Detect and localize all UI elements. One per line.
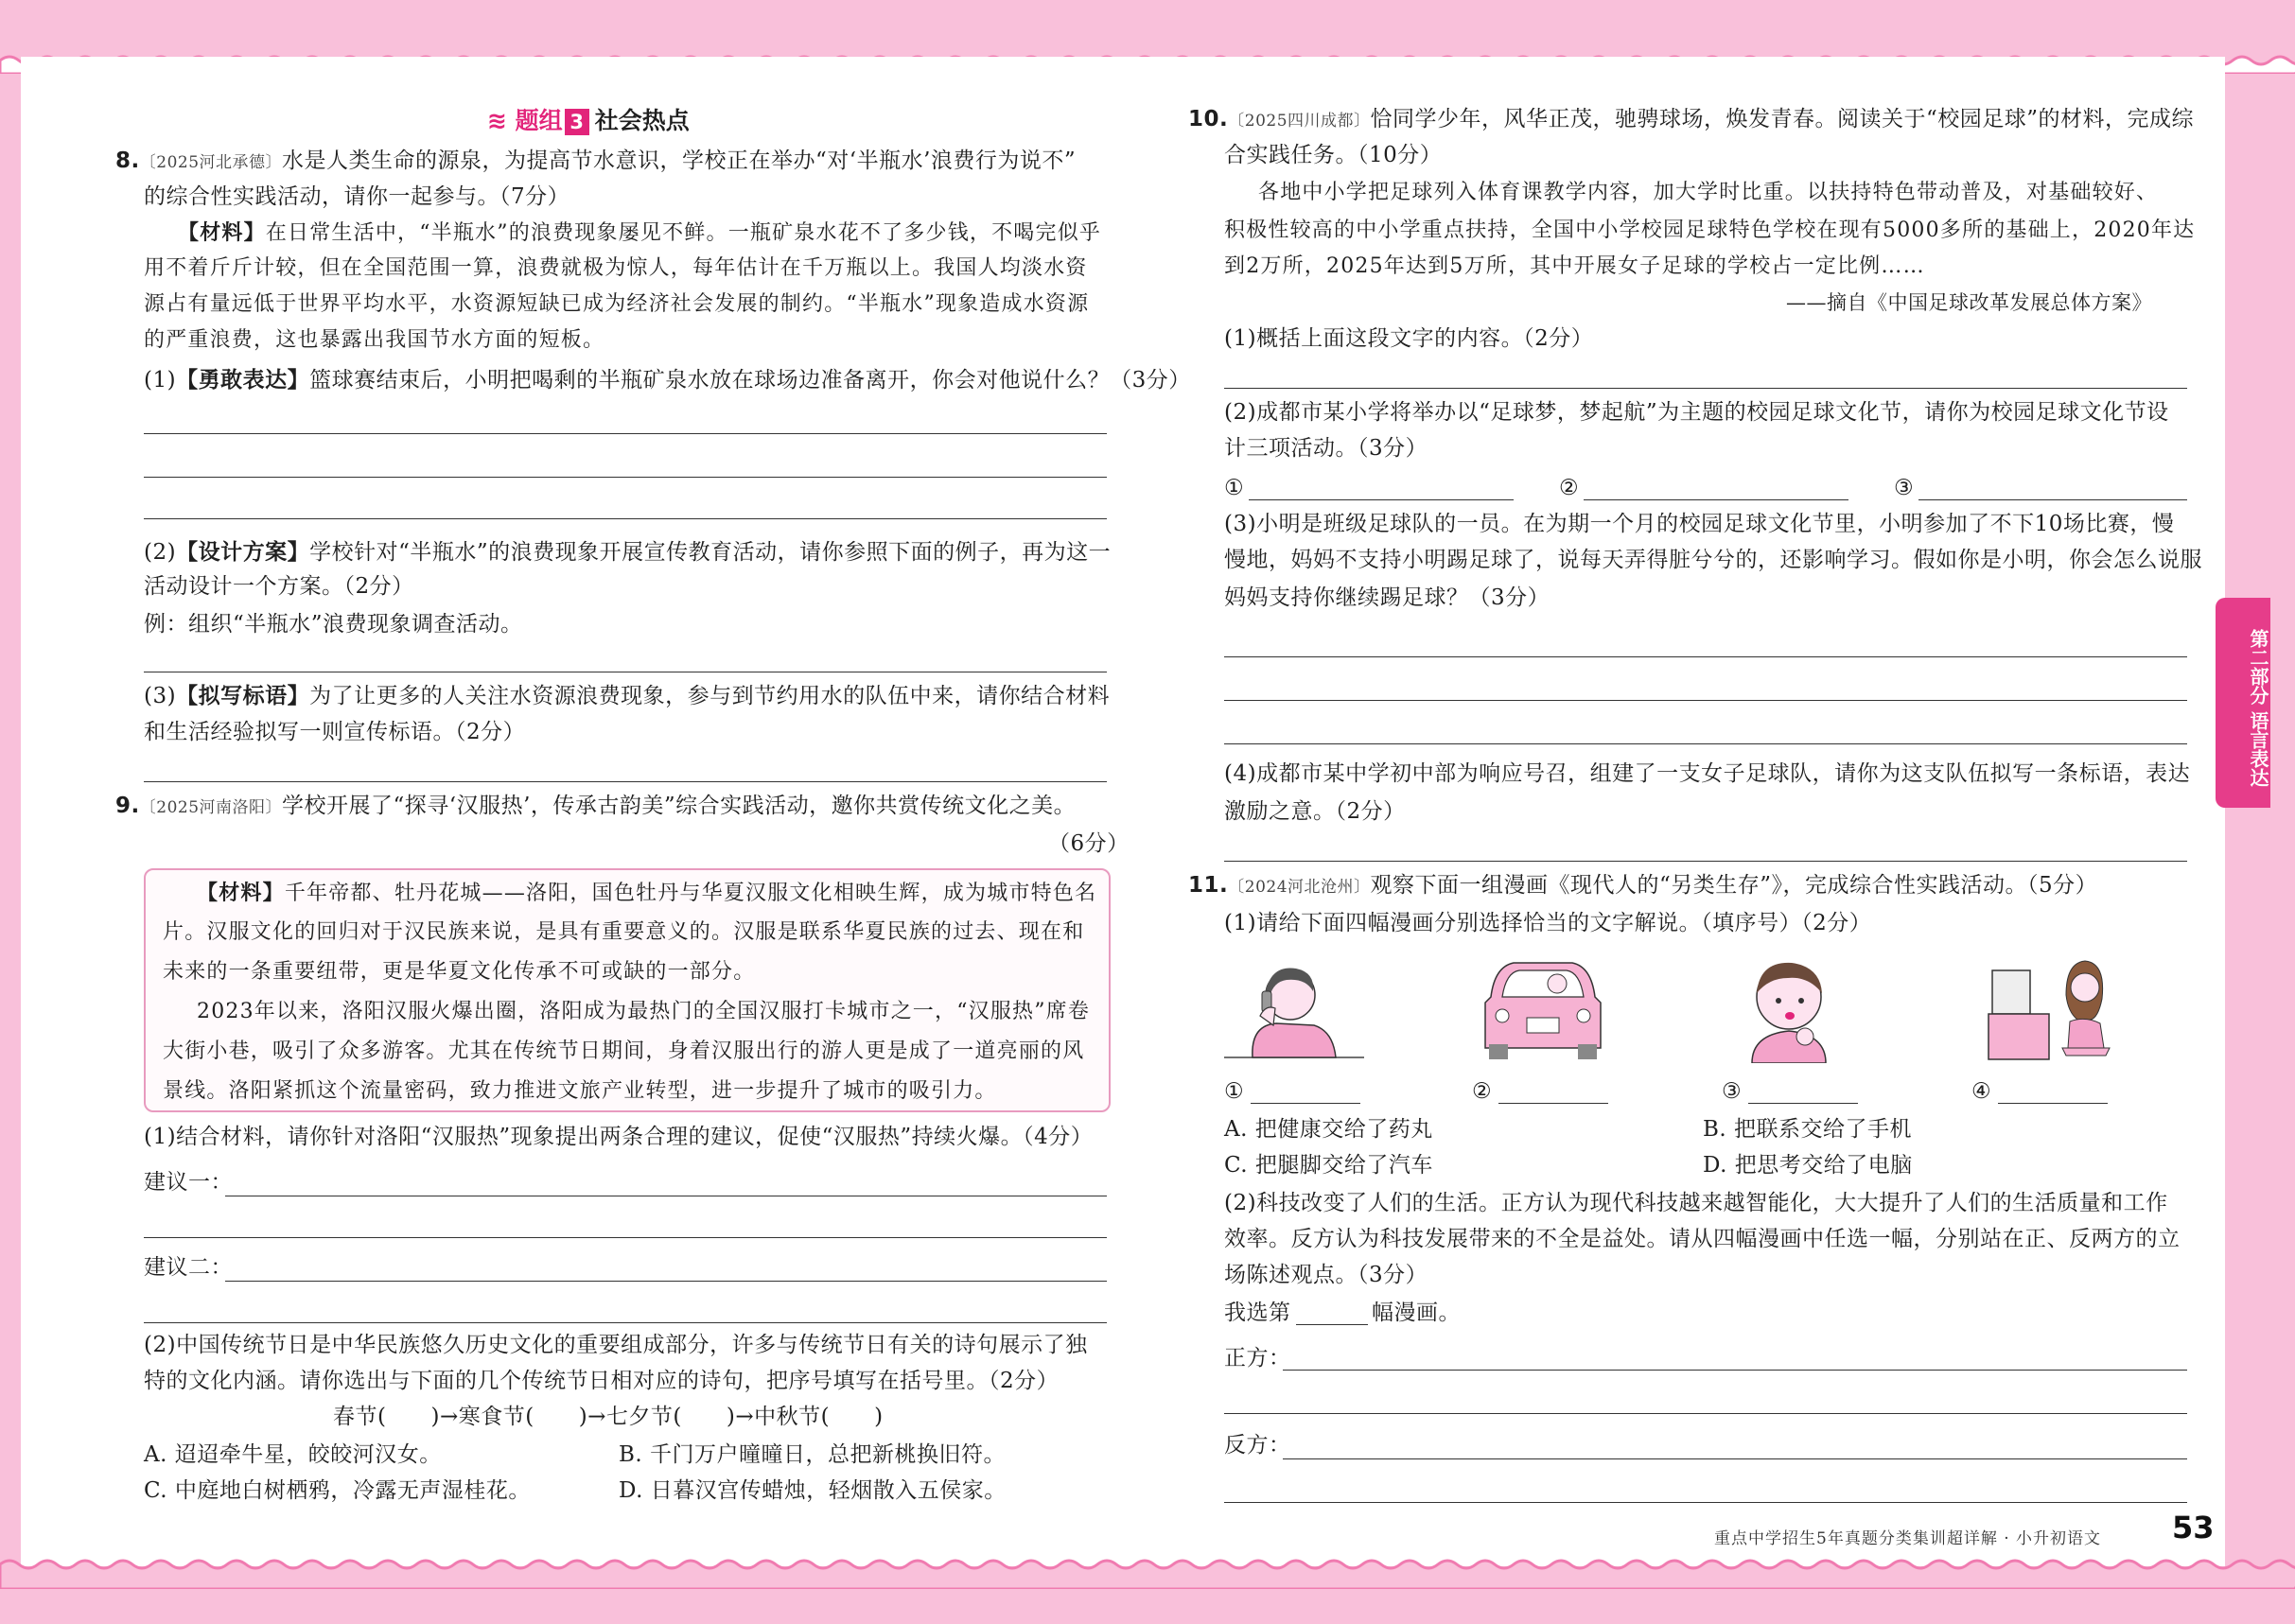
answer-line[interactable] xyxy=(1224,743,2187,744)
q11-option-d: D. 把思考交给了电脑 xyxy=(1703,1153,1913,1178)
answer-line[interactable] xyxy=(144,1237,1107,1238)
answer-line[interactable] xyxy=(144,433,1107,434)
comic-4-label: ④ xyxy=(1971,1079,1992,1104)
answer-line[interactable] xyxy=(144,518,1107,519)
q8-part1: (1)【勇敢表达】篮球赛结束后，小明把喝剩的半瓶矿泉水放在球场边准备离开，你会对他说什么？（3分） xyxy=(144,367,1191,393)
q10-material-line: 积极性较高的中小学重点扶持，全国中小学校园足球特色学校在现有5000多所的基础上，2020年达 xyxy=(1224,218,2196,242)
q8-material-line: 的严重浪费，这也暴露出我国节水方面的短板。 xyxy=(144,328,605,352)
question-10-stem: 10.〔2025四川成都〕恰同学少年，风华正茂，驰骋球场，焕发青春。阅读关于“校园足球”的材料，完成综 xyxy=(1188,107,2195,131)
q10-material-line: 各地中小学把足球列入体育课教学内容，加大学时比重。以扶持特色带动普及，对基础较好、 xyxy=(1258,181,2159,204)
q8-part3-cont: 和生活经验拟写一则宣传标语。（2分） xyxy=(144,720,526,744)
q8-part2: (2)【设计方案】学校针对“半瓶水”的浪费现象开展宣传教育活动，请你参照下面的例子，再为这一 xyxy=(144,539,1112,565)
q11-part2-cont: 场陈述观点。（3分） xyxy=(1224,1263,1428,1287)
q8-part2-cont: 活动设计一个方案。（2分） xyxy=(144,574,414,599)
q9-part2-cont: 特的文化内涵。请你选出与下面的几个传统节日相对应的诗句，把序号填写在括号里。（2分） xyxy=(144,1369,1060,1393)
q10-part2-cont: 计三项活动。（3分） xyxy=(1224,436,1428,461)
comic-1-label: ① xyxy=(1224,1079,1245,1104)
answer-line[interactable] xyxy=(1249,499,1514,500)
pro-label: 正方： xyxy=(1224,1346,1291,1371)
q11-part2-cont: 效率。反方认为科技发展带来的不全是益处。请从四幅漫画中任选一幅，分别站在正、反两方的立 xyxy=(1224,1227,2181,1251)
q8-material-line: 【材料】在日常生活中，“半瓶水”的浪费现象屡见不鲜。一瓶矿泉水花不了多少钱，不喝完似乎 xyxy=(178,220,1102,245)
q10-stem-cont: 合实践任务。（10分） xyxy=(1224,143,1443,167)
choose-label: 我选第 xyxy=(1224,1301,1291,1325)
q9-material-line: 【材料】千年帝都、牡丹花城——洛阳，国色牡丹与华夏汉服文化相映生辉，成为城市特色名 xyxy=(197,881,1097,905)
answer-line[interactable] xyxy=(1251,1103,1360,1104)
q9-material-line: 未来的一条重要纽带，更是华夏文化传承不可或缺的一部分。 xyxy=(163,960,756,984)
question-11-stem: 11.〔2024河北沧州〕观察下面一组漫画《现代人的“另类生存”》，完成综合性实践活动。（5分） xyxy=(1188,873,2098,898)
activity-1-label: ① xyxy=(1224,476,1245,500)
q10-material-line: 到2万所，2025年达到5万所，其中开展女子足球的学校占一定比例…… xyxy=(1224,254,1925,278)
q9-material-line: 2023年以来，洛阳汉服火爆出圈，洛阳成为最热门的全国汉服打卡城市之一，“汉服热”席卷 xyxy=(197,1000,1091,1023)
answer-line[interactable] xyxy=(1998,1103,2108,1104)
q10-part1: (1)概括上面这段文字的内容。（2分） xyxy=(1224,326,1594,351)
q10-part3-cont: 慢地，妈妈不支持小明踢足球了，说每天弄得脏兮兮的，还影响学习。假如你是小明，你会怎么说服 xyxy=(1224,548,2202,572)
q10-material-source: ——摘自《中国足球改革发展总体方案》 xyxy=(1786,291,2152,314)
answer-line[interactable] xyxy=(1283,1370,2187,1371)
comic-2-label: ② xyxy=(1472,1079,1493,1104)
question-8-stem: 8.〔2025河北承德〕水是人类生命的源泉，为提高节水意识，学校正在举办“对‘半瓶水’浪费行为说不” xyxy=(115,148,1077,173)
question-9-stem: 9.〔2025河南洛阳〕学校开展了“探寻‘汉服热’，传承古韵美”综合实践活动，邀你共赏传统文化之美。 xyxy=(115,794,1077,818)
comic-pill-icon xyxy=(1718,950,1860,1063)
section-label: 题组 xyxy=(515,107,563,134)
comic-computer-icon xyxy=(1987,950,2129,1063)
activity-2-label: ② xyxy=(1559,476,1580,500)
con-label: 反方： xyxy=(1224,1433,1291,1458)
q11-option-c: C. 把腿脚交给了汽车 xyxy=(1224,1153,1433,1178)
page-number: 53 xyxy=(2172,1510,2215,1545)
q10-part2: (2)成都市某小学将举办以“足球梦，梦起航”为主题的校园足球文化节，请你为校园足球文化节设 xyxy=(1224,400,2169,425)
q8-material-line: 源占有量远低于世界平均水平，水资源短缺已成为经济社会发展的制约。“半瓶水”现象造成水资源 xyxy=(144,292,1090,316)
comic-phone-icon xyxy=(1224,950,1366,1063)
answer-line[interactable] xyxy=(144,781,1107,782)
answer-line[interactable] xyxy=(1296,1324,1368,1325)
q9-score: （6分） xyxy=(1048,831,1130,856)
q9-option-a: A. 迢迢牵牛星，皎皎河汉女。 xyxy=(144,1442,442,1467)
answer-line[interactable] xyxy=(1224,861,2187,862)
answer-line[interactable] xyxy=(1498,1103,1608,1104)
q9-part1: (1)结合材料，请你针对洛阳“汉服热”现象提出两条合理的建议，促使“汉服热”持续火爆。（4分） xyxy=(144,1125,1094,1149)
q9-option-b: B. 千门万户曈曈日，总把新桃换旧符。 xyxy=(619,1442,1007,1467)
choose-label-end: 幅漫画。 xyxy=(1372,1301,1461,1325)
answer-line[interactable] xyxy=(1224,700,2187,701)
suggestion-2-label: 建议二： xyxy=(144,1255,233,1280)
question-8-stem-cont: 的综合性实践活动，请你一起参与。（7分） xyxy=(144,184,570,209)
answer-line[interactable] xyxy=(1918,499,2187,500)
answer-line[interactable] xyxy=(1283,1458,2187,1459)
q8-example: 例：组织“半瓶水”浪费现象调查活动。 xyxy=(144,612,523,637)
q9-part2: (2)中国传统节日是中华民族悠久历史文化的重要组成部分，许多与传统节日有关的诗句展示了独 xyxy=(144,1333,1088,1357)
comic-car-icon xyxy=(1472,950,1614,1063)
q8-part3: (3)【拟写标语】为了让更多的人关注水资源浪费现象，参与到节约用水的队伍中来，请你结合材料 xyxy=(144,683,1111,708)
q10-part3-cont: 妈妈支持你继续踢足球？（3分） xyxy=(1224,585,1550,610)
activity-3-label: ③ xyxy=(1894,476,1915,500)
answer-line[interactable] xyxy=(144,477,1107,478)
section-title xyxy=(487,102,690,136)
answer-line[interactable] xyxy=(1224,388,2187,389)
answer-line[interactable] xyxy=(144,1322,1107,1323)
q10-part3: (3)小明是班级足球队的一员。在为期一个月的校园足球文化节里，小明参加了不下10场比赛，慢 xyxy=(1224,512,2175,536)
q9-option-d: D. 日暮汉宫传蜡烛，轻烟散入五侯家。 xyxy=(619,1478,1007,1503)
answer-line[interactable] xyxy=(1584,499,1848,500)
q10-part4-cont: 激励之意。（2分） xyxy=(1224,799,1406,824)
answer-line[interactable] xyxy=(225,1281,1107,1282)
wave-icon: ≋ xyxy=(487,107,507,134)
q8-material-line: 用不着斤斤计较，但在全国范围一算，浪费就极为惊人，每年估计在千万瓶以上。我国人均淡水资 xyxy=(144,256,1088,280)
wavy-border-bottom xyxy=(0,1551,2295,1589)
answer-line[interactable] xyxy=(1224,1413,2187,1414)
festival-chain[interactable]: 春节( )→寒食节( )→七夕节( )→中秋节( ) xyxy=(333,1405,884,1429)
q9-option-c: C. 中庭地白树栖鸦，冷露无声湿桂花。 xyxy=(144,1478,531,1503)
q9-material-line: 大街小巷，吸引了众多游客。尤其在传统节日期间，身着汉服出行的游人更是成了一道亮丽的风 xyxy=(163,1039,1085,1063)
suggestion-1-label: 建议一： xyxy=(144,1170,233,1195)
q11-option-a: A. 把健康交给了药丸 xyxy=(1224,1117,1433,1142)
answer-line[interactable] xyxy=(1224,1502,2187,1503)
q11-part1: (1)请给下面四幅漫画分别选择恰当的文字解说。（填序号）（2分） xyxy=(1224,911,1872,935)
q9-material-line: 片。汉服文化的回归对于汉民族来说，是具有重要意义的。汉服是联系华夏民族的过去、现在和 xyxy=(163,920,1085,944)
q11-part2: (2)科技改变了人们的生活。正方认为现代科技越来越智能化，大大提升了人们的生活质量和工作 xyxy=(1224,1191,2168,1215)
comic-3-label: ③ xyxy=(1722,1079,1743,1104)
section-name: 社会热点 xyxy=(594,107,690,134)
q10-part4: (4)成都市某中学初中部为响应号召，组建了一支女子足球队，请你为这支队伍拟写一条标语，表达 xyxy=(1224,761,2191,786)
answer-line[interactable] xyxy=(1224,656,2187,657)
section-side-tab: 第二部分 语言表达 xyxy=(2216,598,2270,808)
footer-book-title: 重点中学招生5年真题分类集训超详解 · 小升初语文 xyxy=(1714,1529,2102,1548)
answer-line[interactable] xyxy=(1748,1103,1858,1104)
q11-option-b: B. 把联系交给了手机 xyxy=(1703,1117,1913,1142)
section-number: 3 xyxy=(565,109,589,135)
q9-material-line: 景线。洛阳紧抓这个流量密码，致力推进文旅产业转型，进一步提升了城市的吸引力。 xyxy=(163,1079,997,1103)
